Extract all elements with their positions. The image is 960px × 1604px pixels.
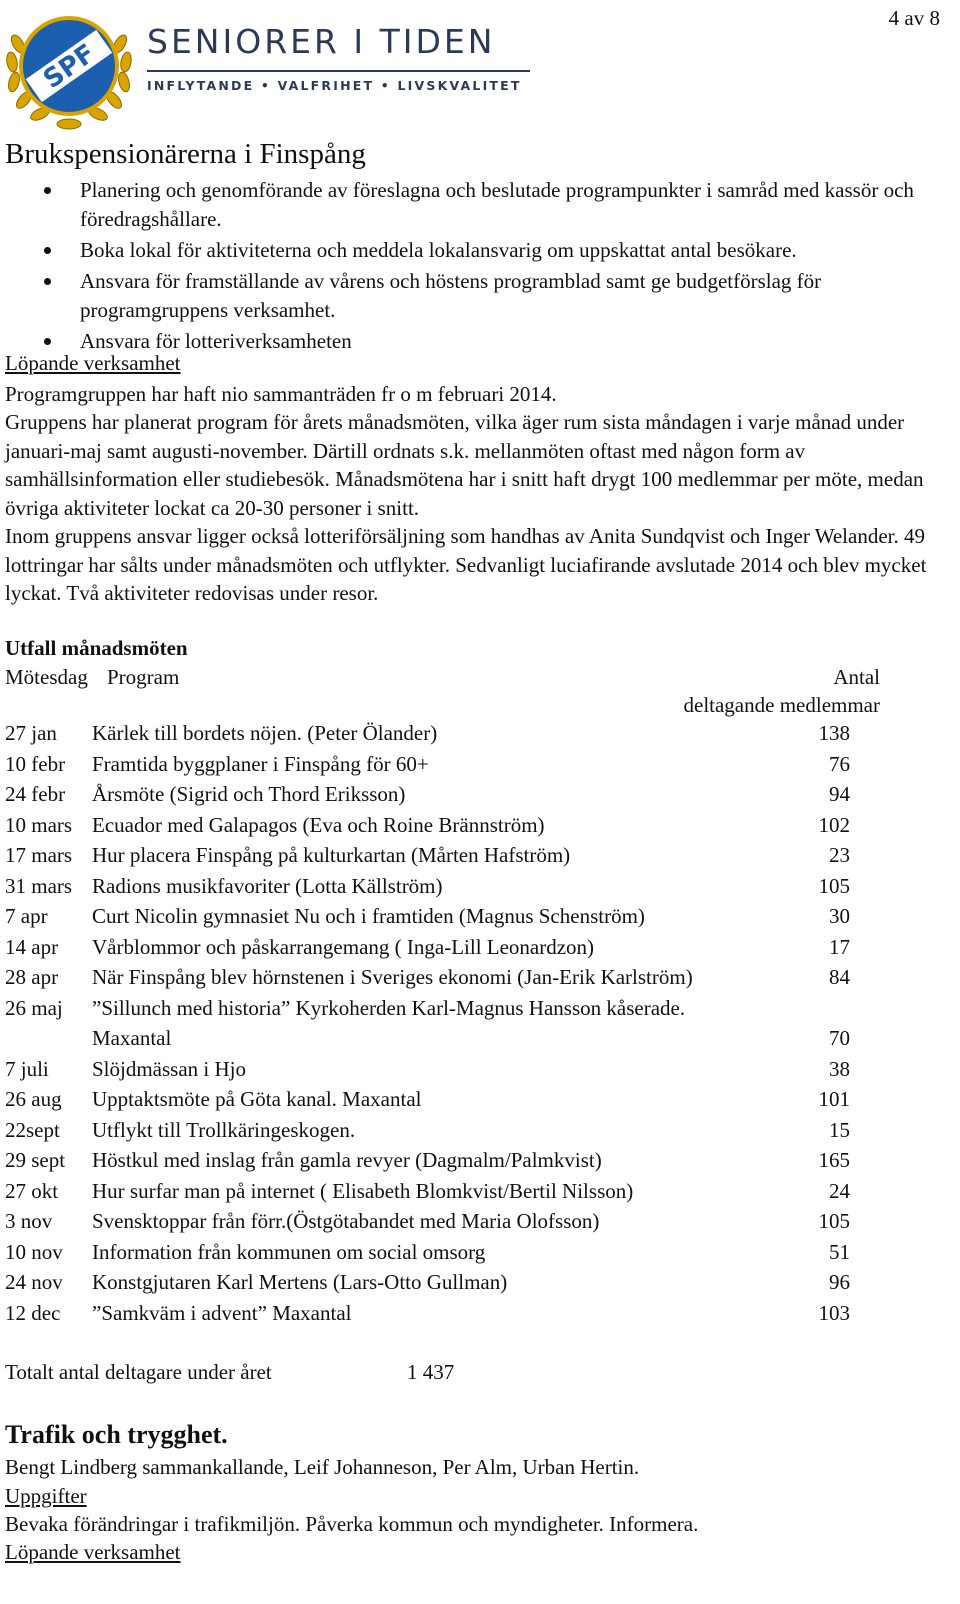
- cell-program: Information från kommunen om social omsorg: [92, 1239, 486, 1264]
- task-list: [0, 176, 940, 358]
- brand-divider: [147, 70, 530, 72]
- cell-program: Utflykt till Trollkäringeskogen.: [92, 1117, 356, 1142]
- cell-program: Konstgjutaren Karl Mertens (Lars-Otto Gullman): [92, 1270, 508, 1294]
- table-row: [0, 752, 900, 782]
- table-row: [0, 1240, 900, 1270]
- section-heading: Trafik och trygghet.: [5, 1420, 228, 1449]
- cell-count: 102: [818, 812, 850, 837]
- cell-count: 76: [829, 751, 850, 776]
- spf-logo: [4, 4, 134, 134]
- cell-date: 7 juli: [5, 1056, 49, 1081]
- cell-date: 10 mars: [5, 812, 73, 837]
- cell-date: 17 mars: [5, 843, 73, 867]
- table-row: [0, 935, 900, 965]
- col-header-count: Antal: [833, 665, 880, 689]
- cell-program: Hur placera Finspång på kulturkartan (Mårten Hafström): [92, 843, 571, 867]
- paragraph: Inom gruppens ansvar ligger också lotteriförsäljning som handhas av Anita Sundqvist och Inger Welander. 49 lottringar har sålts under månadsmöten och utflykter. Sedvanligt luciafirande avslutade 2014 och blev mycket lyckat. Två aktiviteter redovisas under resor.: [5, 524, 927, 605]
- cell-count: 30: [829, 904, 850, 928]
- cell-count: 94: [829, 782, 850, 806]
- cell-date: 14 apr: [5, 934, 59, 959]
- cell-program: Framtida byggplaner i Finspång för 60+: [92, 751, 429, 776]
- col-header-count-sub: deltagande medlemmar: [683, 693, 880, 717]
- cell-count: 96: [829, 1270, 850, 1294]
- list-item: Planering och genomförande av föreslagna och beslutade programpunkter i samråd med kassör och föredragshållare.: [0, 176, 940, 234]
- cell-count: 103: [818, 1300, 850, 1325]
- cell-date: 27 okt: [5, 1178, 59, 1203]
- table-row: [0, 1148, 900, 1178]
- table-row: [0, 1118, 900, 1148]
- bullet-icon: [44, 187, 51, 194]
- bullet-icon: [44, 247, 51, 254]
- paragraph: Gruppens har planerat program för årets månadsmöten, vilka äger rum sista måndagen i varje månad under januari-maj samt augusti-november. Därtill ordnats s.k. mellanmöten oftast med någon form av samhällsinformation eller studiebesök. Månadsmötena har i snitt haft drygt 100 medlemmar per möte, medan övriga aktiviteter lockat ca 20-30 personer i snitt.: [5, 410, 924, 520]
- cell-date: 27 jan: [5, 721, 57, 745]
- total-label: Totalt antal deltagare under året: [5, 1360, 272, 1384]
- cell-date: 29 sept: [5, 1148, 66, 1172]
- cell-program: Radions musikfavoriter (Lotta Källström): [92, 873, 443, 898]
- cell-date: 26 aug: [5, 1087, 62, 1111]
- cell-program: Hur surfar man på internet ( Elisabeth Blomkvist/Bertil Nilsson): [92, 1178, 634, 1203]
- cell-program: Maxantal: [92, 1026, 172, 1050]
- total-value: 1 437: [407, 1360, 455, 1384]
- cell-count: 101: [818, 1087, 850, 1111]
- cell-program: Årsmöte (Sigrid och Thord Eriksson): [92, 782, 406, 806]
- cell-count: 105: [818, 873, 850, 898]
- cell-program: Svensktoppar från förr.(Östgötabandet med Maria Olofsson): [92, 1209, 600, 1233]
- cell-date: 24 febr: [5, 782, 66, 806]
- cell-date: 22sept: [5, 1117, 60, 1142]
- cell-count: 70: [829, 1026, 850, 1050]
- cell-count: 105: [818, 1209, 850, 1233]
- col-header-program: Program: [107, 665, 180, 689]
- list-item: Ansvara för lotteriverksamheten: [0, 327, 940, 356]
- bullet-icon: [44, 278, 51, 285]
- subheading-ongoing: Löpande verksamhet: [5, 351, 181, 375]
- cell-count: 84: [829, 965, 850, 989]
- badge-text: SPF: [38, 38, 101, 96]
- cell-program: Höstkul med inslag från gamla revyer (Dagmalm/Palmkvist): [92, 1148, 602, 1172]
- cell-count: 51: [829, 1239, 850, 1264]
- table-row: [0, 843, 900, 873]
- cell-program: Vårblommor och påskarrangemang ( Inga-Lill Leonardzon): [92, 934, 595, 959]
- cell-program: Ecuador med Galapagos (Eva och Roine Brännström): [92, 812, 545, 837]
- table-row: [0, 1209, 900, 1239]
- table-row: [0, 1270, 900, 1300]
- table-row: [0, 1087, 900, 1117]
- table-row: [0, 965, 900, 995]
- table-row: [0, 1179, 900, 1209]
- subheading-ongoing: Löpande verksamhet: [5, 1540, 181, 1564]
- cell-program: Curt Nicolin gymnasiet Nu och i framtiden (Magnus Schenström): [92, 904, 645, 928]
- cell-date: 24 nov: [5, 1270, 63, 1294]
- brand-subtitle: INFLYTANDE • VALFRIHET • LIVSKVALITET: [147, 78, 522, 93]
- members-text: Bengt Lindberg sammankallande, Leif Johanneson, Per Alm, Urban Hertin.: [5, 1455, 640, 1479]
- cell-count: 17: [829, 934, 850, 959]
- table-row: [0, 1057, 900, 1087]
- table-row: [0, 904, 900, 934]
- section-heading: Brukspensionärerna i Finspång: [5, 138, 366, 170]
- cell-count: 38: [829, 1056, 850, 1081]
- cell-program: Slöjdmässan i Hjo: [92, 1056, 247, 1081]
- list-item: Ansvara för framställande av vårens och höstens programblad samt ge budgetförslag för programgruppens verksamhet.: [0, 267, 940, 325]
- cell-date: 7 apr: [5, 904, 48, 928]
- bullet-icon: [44, 338, 51, 345]
- table-row: [0, 1301, 900, 1331]
- cell-program: ”Samkväm i advent” Maxantal: [92, 1300, 352, 1325]
- cell-program: ”Sillunch med historia” Kyrkoherden Karl-Magnus Hansson kåserade.: [92, 995, 686, 1020]
- cell-date: 26 maj: [5, 995, 63, 1020]
- tasks-text: Bevaka förändringar i trafikmiljön. Påverka kommun och myndigheter. Informera.: [5, 1512, 699, 1536]
- cell-count: 165: [818, 1148, 850, 1172]
- page-number: 4 av 8: [888, 6, 940, 30]
- cell-program: När Finspång blev hörnstenen i Sveriges ekonomi (Jan-Erik Karlström): [92, 965, 693, 989]
- table-row: [0, 721, 900, 751]
- cell-date: 10 nov: [5, 1239, 63, 1264]
- meetings-heading: Utfall månadsmöten: [5, 636, 188, 660]
- cell-count: 24: [829, 1178, 850, 1203]
- table-row: [0, 782, 900, 812]
- list-item: Boka lokal för aktiviteterna och meddela lokalansvarig om uppskattat antal besökare.: [0, 236, 940, 265]
- col-header-date: Mötesdag: [5, 665, 88, 689]
- cell-count: 15: [829, 1117, 850, 1142]
- table-row: [0, 1026, 900, 1056]
- cell-date: 3 nov: [5, 1209, 53, 1233]
- cell-count: 23: [829, 843, 850, 867]
- cell-date: 31 mars: [5, 873, 73, 898]
- cell-count: 138: [818, 721, 850, 745]
- brand-title: SENIORER I TIDEN: [147, 22, 496, 61]
- cell-date: 12 dec: [5, 1300, 61, 1325]
- paragraph: Programgruppen har haft nio sammanträden fr o m februari 2014.: [5, 382, 557, 406]
- cell-program: Upptaktsmöte på Göta kanal. Maxantal: [92, 1087, 422, 1111]
- table-row: [0, 813, 900, 843]
- cell-date: 28 apr: [5, 965, 59, 989]
- cell-program: Kärlek till bordets nöjen. (Peter Ölander): [92, 721, 438, 745]
- table-row: [0, 996, 900, 1026]
- table-row: [0, 874, 900, 904]
- cell-date: 10 febr: [5, 751, 66, 776]
- subheading-tasks: Uppgifter: [5, 1484, 87, 1508]
